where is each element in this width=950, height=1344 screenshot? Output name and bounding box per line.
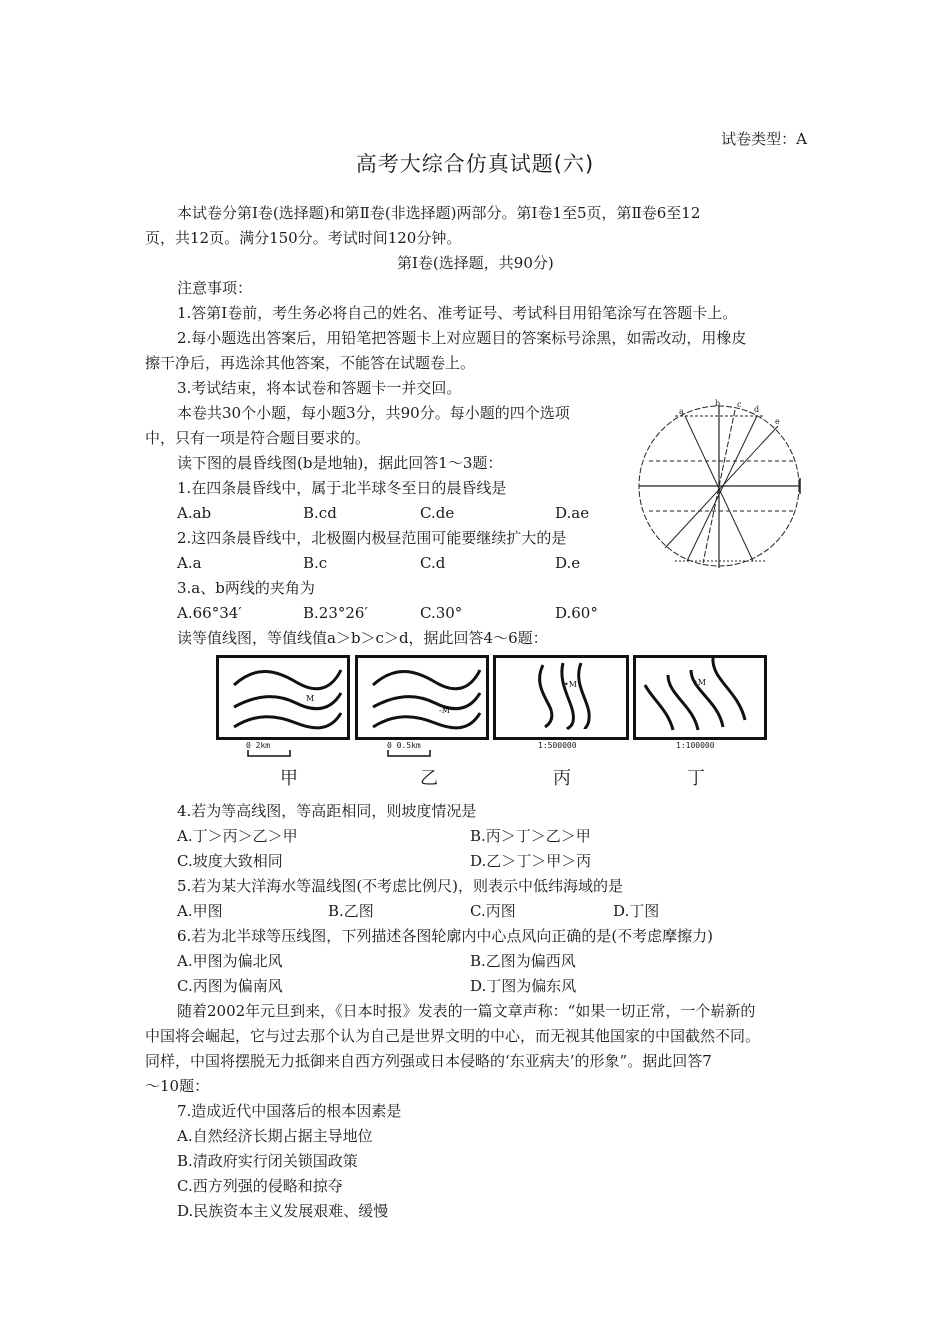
q5-option-d: D.丁图 bbox=[613, 902, 660, 920]
q6-option-d: D.丁图为偏东风 bbox=[470, 977, 577, 995]
contour-map-ding bbox=[633, 655, 767, 740]
caption-bing: 丙 bbox=[553, 768, 571, 789]
q3-option-a: A.66°34′ bbox=[177, 604, 242, 622]
group1-prompt: 读下图的晨昏线图(b是地轴)，据此回答1～3题： bbox=[177, 454, 503, 472]
label-c: c bbox=[737, 400, 742, 409]
terminator-diagram bbox=[635, 398, 810, 573]
q1-stem: 1.在四条晨昏线中，属于北半球冬至日的晨昏线是 bbox=[177, 479, 507, 497]
section-title: 第Ⅰ卷(选择题，共90分) bbox=[397, 254, 554, 272]
caption-ding: 丁 bbox=[687, 768, 705, 789]
q2-option-d: D.e bbox=[555, 554, 581, 572]
q7-stem: 7.造成近代中国落后的根本因素是 bbox=[177, 1102, 402, 1120]
contour-map-bing bbox=[493, 655, 629, 740]
q7-option-c: C.西方列强的侵略和掠夺 bbox=[177, 1177, 343, 1195]
label-d: d bbox=[754, 405, 760, 414]
q6-stem: 6.若为北半球等压线图，下列描述各图轮廓内中心点风向正确的是(不考虑摩擦力) bbox=[177, 927, 714, 945]
notice-2a: 2.每小题选出答案后，用铅笔把答题卡上对应题目的答案标号涂黑，如需改动，用橡皮 bbox=[177, 329, 747, 347]
q6-option-c: C.丙图为偏南风 bbox=[177, 977, 283, 995]
svg-text:•M: •M bbox=[564, 680, 577, 689]
caption-yi: 乙 bbox=[420, 768, 438, 789]
q7-option-a: A.自然经济长期占据主导地位 bbox=[177, 1127, 373, 1145]
passage-line-4: ～10题： bbox=[145, 1077, 210, 1095]
q1-option-c: C.de bbox=[420, 504, 455, 522]
q4-option-c: C.坡度大致相同 bbox=[177, 852, 283, 870]
notice-3: 3.考试结束，将本试卷和答题卡一并交回。 bbox=[177, 379, 462, 397]
q1-option-d: D.ae bbox=[555, 504, 590, 522]
q7-option-b: B.清政府实行闭关锁国政策 bbox=[177, 1152, 358, 1170]
q3-option-d: D.60° bbox=[555, 604, 598, 622]
svg-text:M: M bbox=[306, 694, 315, 703]
rule-1: 本卷共30个小题，每小题3分，共90分。每小题的四个选项 bbox=[177, 404, 570, 422]
notice-1: 1.答第Ⅰ卷前，考生务必将自己的姓名、准考证号、考试科目用铅笔涂写在答题卡上。 bbox=[177, 304, 738, 322]
scale-bar-yi bbox=[387, 750, 432, 758]
q6-option-a: A.甲图为偏北风 bbox=[177, 952, 283, 970]
q1-option-a: A.ab bbox=[177, 504, 212, 522]
q4-option-b: B.丙＞丁＞乙＞甲 bbox=[470, 827, 591, 845]
q3-option-c: C.30° bbox=[420, 604, 463, 622]
q5-option-c: C.丙图 bbox=[470, 902, 516, 920]
passage-line-1: 随着2002年元旦到来，《日本时报》发表的一篇文章声称：“如果一切正常，一个崭新的 bbox=[177, 1002, 756, 1020]
svg-text:-M: -M bbox=[439, 706, 450, 715]
q5-option-b: B.乙图 bbox=[328, 902, 374, 920]
q3-option-b: B.23°26′ bbox=[303, 604, 368, 622]
contour-map-jia bbox=[216, 655, 350, 740]
q3-stem: 3.a、b两线的夹角为 bbox=[177, 579, 315, 597]
svg-text:•M: •M bbox=[693, 678, 706, 687]
paper-type: 试卷类型：A bbox=[721, 130, 807, 148]
passage-line-3: 同样，中国将摆脱无力抵御来自西方列强或日本侵略的‘东亚病夫’的形象”。据此回答7 bbox=[145, 1052, 712, 1070]
q7-option-d: D.民族资本主义发展艰难、缓慢 bbox=[177, 1202, 389, 1220]
scale-yi: 0 0.5km bbox=[387, 741, 421, 750]
scale-bing: 1:500000 bbox=[538, 741, 577, 750]
rule-2: 中，只有一项是符合题目要求的。 bbox=[145, 429, 371, 447]
q5-stem: 5.若为某大洋海水等温线图(不考虑比例尺)，则表示中低纬海域的是 bbox=[177, 877, 624, 895]
contour-map-yi bbox=[355, 655, 489, 740]
q4-option-d: D.乙＞丁＞甲＞丙 bbox=[470, 852, 592, 870]
label-e: e bbox=[775, 417, 780, 426]
notice-title: 注意事项： bbox=[177, 279, 253, 297]
q5-option-a: A.甲图 bbox=[177, 902, 223, 920]
page-title: 高考大综合仿真试题(六) bbox=[355, 152, 595, 176]
scale-ding: 1:100000 bbox=[676, 741, 715, 750]
group2-prompt: 读等值线图，等值线值a＞b＞c＞d，据此回答4～6题： bbox=[177, 629, 548, 647]
label-b: b bbox=[715, 399, 721, 408]
q4-option-a: A.丁＞丙＞乙＞甲 bbox=[177, 827, 298, 845]
q2-option-b: B.c bbox=[303, 554, 328, 572]
intro-line-1: 本试卷分第Ⅰ卷(选择题)和第Ⅱ卷(非选择题)两部分。第Ⅰ卷1至5页，第Ⅱ卷6至12 bbox=[177, 204, 701, 222]
scale-bar-jia bbox=[247, 750, 292, 758]
notice-2b: 擦干净后，再选涂其他答案，不能答在试题卷上。 bbox=[145, 354, 476, 372]
q2-option-a: A.a bbox=[177, 554, 202, 572]
q1-option-b: B.cd bbox=[303, 504, 337, 522]
label-a: a bbox=[679, 407, 684, 416]
scale-jia: 0 2km bbox=[246, 741, 271, 750]
q6-option-b: B.乙图为偏西风 bbox=[470, 952, 576, 970]
caption-jia: 甲 bbox=[280, 768, 298, 789]
intro-line-2: 页，共12页。满分150分。考试时间120分钟。 bbox=[145, 229, 462, 247]
q2-stem: 2.这四条晨昏线中，北极圈内极昼范围可能要继续扩大的是 bbox=[177, 529, 567, 547]
q2-option-c: C.d bbox=[420, 554, 446, 572]
passage-line-2: 中国将会崛起，它与过去那个认为自己是世界文明的中心，而无视其他国家的中国截然不同。 bbox=[145, 1027, 761, 1045]
q4-stem: 4.若为等高线图，等高距相同，则坡度情况是 bbox=[177, 802, 477, 820]
